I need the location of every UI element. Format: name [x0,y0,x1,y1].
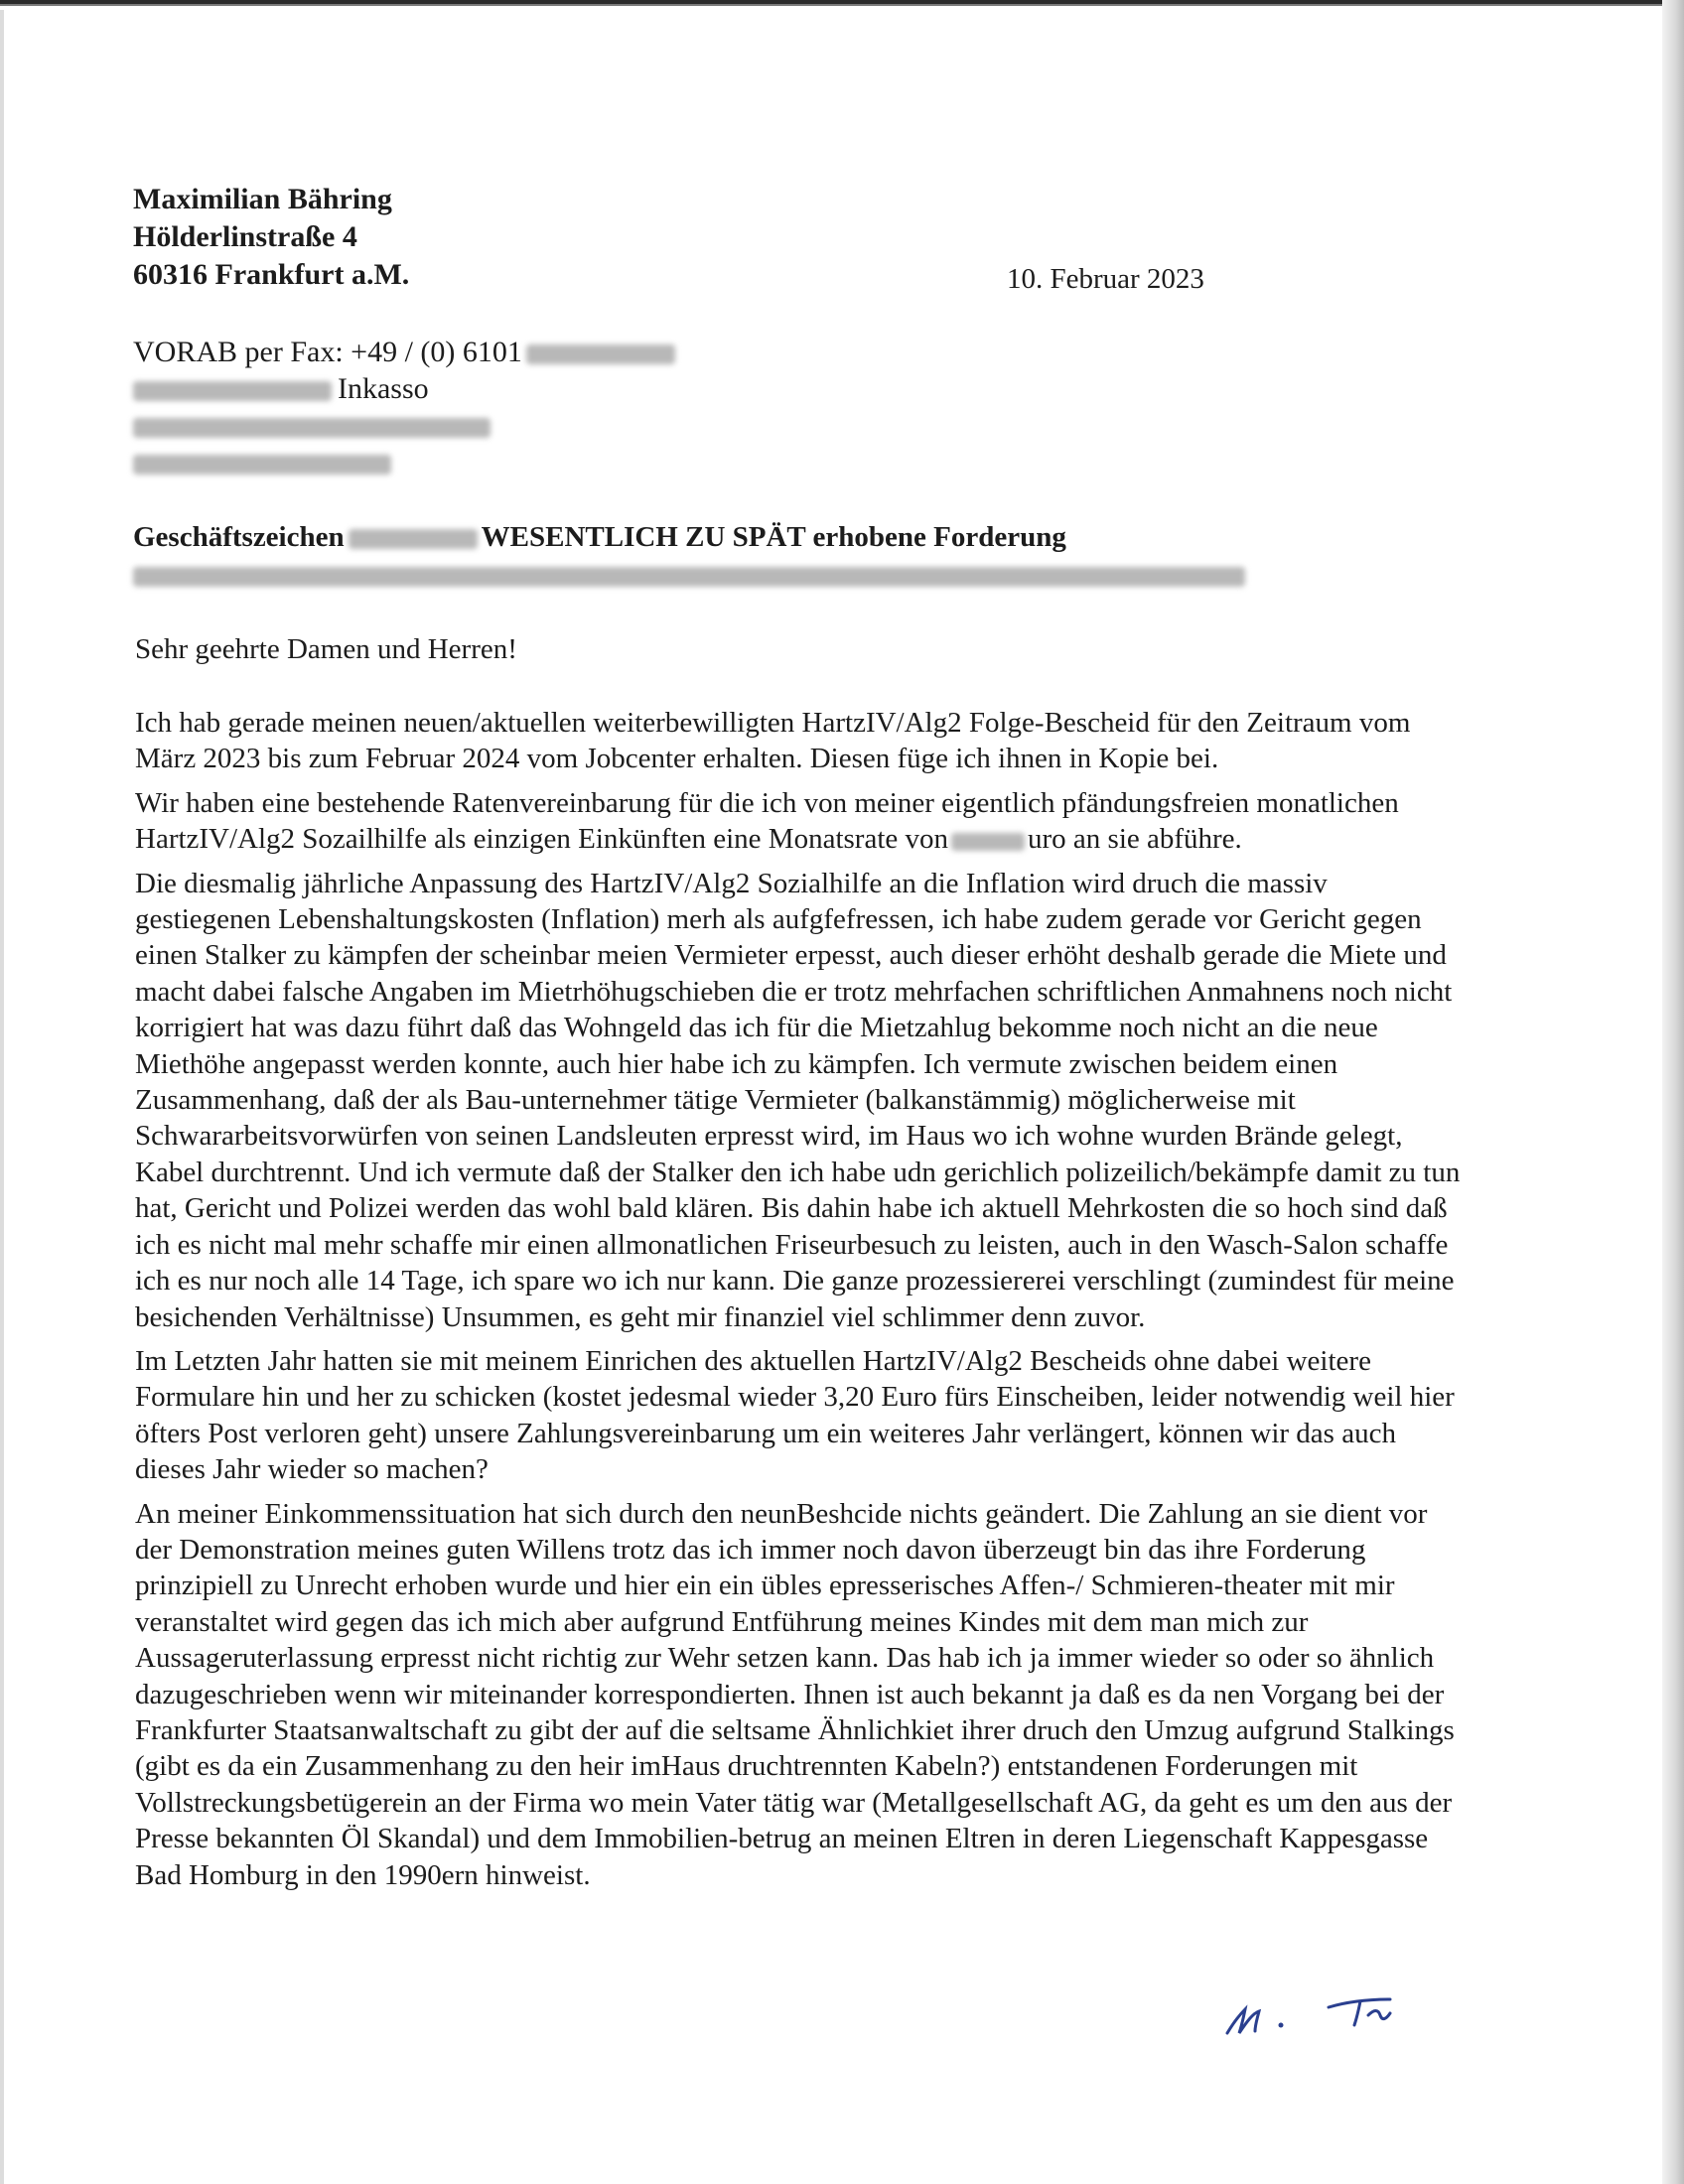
scan-top-edge [0,0,1684,10]
fax-number: VORAB per Fax: +49 / (0) 6101 [133,336,522,368]
sender-city: 60316 Frankfurt a.M. [133,258,410,291]
subject-second-line [133,556,1265,594]
recipient-street-line [133,407,675,444]
letter-date: 10. Februar 2023 [1007,263,1204,295]
subject-line [133,518,1265,556]
redacted-creditor-name [133,567,1245,587]
sender-street: Hölderlinstraße 4 [133,220,357,253]
sender-address [133,181,409,294]
redacted-monthly-amount [951,833,1025,851]
body-paragraph-3: Die diesmalig jährliche Anpassung des HartzIV/Alg2 Sozialhilfe an die Inflation wird druch die massiv gestiegenen Lebenshaltungskosten (Inflation) merh als aufgfefressen, ich habe zudem gerade vor Gericht gegen einen Stalker zu kämpfen der scheinbar meien Vermieter erpesst, auch dieser erhöht deshalb gerade die Miete und macht dabei falsche Angaben im Mietrhöhugschieben die er trotz mehrfachen schriftlichen Anmahnens noch nicht korrigiert hat was dazu führt daß das Wohngeld das ich für die Mietzahlug bekomme noch nicht an die neue Miethöhe angepasst werden konnte, auch hier habe ich zu kämpfen. Ich vermute zwischen beidem einen Zusammenhang, daß der als Bau-unternehmer tätige Vermieter (balkanstämmig) möglicherweise mit Schwararbeitsvorwürfen von seinen Landsleuten erpresst wird, im Haus wo ich wohne wurden Brände gelegt, Kabel durchtrennt. Und ich vermute daß der Stalker den ich habe udn gerichlich polizeilich/bekämpfe damit zu tun hat, Gericht und Polizei werden das wohl bald klären. Bis dahin habe ich aktuell Mehrkosten die so hoch sind daß ich es nicht mal mehr schaffe mir einen allmonatlichen Friseurbesuch zu leisten, auch in den Wasch-Salon schaffe ich es nur noch alle 14 Tage, ich spare wo ich nur kann. Die ganze prozessiererei verschlingt (zumindest für meine besichenden Verhältnisse) Unsummen, es geht mir finanziel viel schlimmer denn zuvor. [135,867,1461,1333]
sender-name: Maximilian Bähring [133,183,392,215]
body-paragraph-4: Im Letzten Jahr hatten sie mit meinem Einrichen des aktuellen HartzIV/Alg2 Bescheids ohne dabei weitere Formulare hin und her zu schicken (kostet jedesmal wieder 3,20 Euro fürs Einscheiben, leider notwendig weil hier öfters Post verloren geht) unsere Zahlungsvereinbarung um ein weiteres Jahr verlängert, können wir das auch dieses Jahr wieder so machen? [135,1344,1455,1486]
scan-right-edge [1662,0,1684,2184]
recipient-company-suffix: Inkasso [338,372,429,405]
recipient-company-line [133,370,675,407]
redacted-company-name [133,381,332,401]
redacted-city [133,455,391,475]
body-paragraph-2-end: uro an sie abführe. [1028,823,1242,856]
body-paragraph-1: Ich hab gerade meinen neuen/aktuellen weiterbewilligten HartzIV/Alg2 Folge-Bescheid für den Zeitraum vom März 2023 bis zum Februar 2024 vom Jobcenter erhalten. Diesen füge ich ihnen in Kopie bei. [135,707,1411,775]
signature-icon [1219,1985,1438,2045]
redacted-fax-digits [526,344,675,364]
subject-block [133,518,1265,594]
fax-line [133,334,675,370]
redacted-street [133,418,491,438]
redacted-reference-number [349,529,478,549]
body-paragraph-2 [135,785,1466,858]
scan-left-edge [0,10,4,2184]
body-paragraph-2-start: Wir haben eine bestehende Ratenvereinbarung für die ich von meiner eigentlich pfändungsfreien monatlichen HartzIV/Alg2 Sozailhilfe als einzigen Einkünften eine Monatsrate von [135,786,1399,856]
salutation: Sehr geehrte Damen und Herren! [135,633,517,665]
recipient-address [133,334,675,480]
recipient-city-line [133,444,675,480]
reference-label: Geschäftszeichen [133,521,345,553]
subject-headline: WESENTLICH ZU SPÄT erhobene Forderung [481,521,1066,553]
body-paragraph-5: An meiner Einkommenssituation hat sich durch den neunBeshcide nichts geändert. Die Zahlung an sie dient vor der Demonstration meines guten Willens trotz das ich immer noch davon überzeugt bin das ihre Forderung prinzipiell zu Unrecht erhoben wurde und hier ein ein übles epresserisches Affen-/ Schmieren-theater mit mir veranstaltet wird gegen das ich mich aber aufgrund Entführung meines Kindes mit dem man mich zur Aussageruterlassung erpresst nicht richtig zur Wehr setzen kann. Das hab ich ja immer wieder so oder so ähnlich dazugeschrieben wenn wir miteinander korrespondierten. Ihnen ist auch bekannt ja daß es da nen Vorgang bei der Frankfurter Staatsanwaltschaft zu gibt der auf die seltsame Ähnlichkiet ihrer druch den Umzug aufgrund Stalkings (gibt es da ein Zusammenhang zu den heir imHaus druchtrennten Kabeln?) entstandenen Forderungen mit Vollstreckungsbetügerein an der Firma wo mein Vater tätig war (Metallgesellschaft AG, da geht es um den aus der Presse bekannten Öl Skandal) und dem Immobilien-betrug an meinen Eltren in deren Liegenschaft Kappesgasse Bad Homburg in den 1990ern hinweist. [135,1497,1455,1891]
letter-body [135,705,1466,1901]
